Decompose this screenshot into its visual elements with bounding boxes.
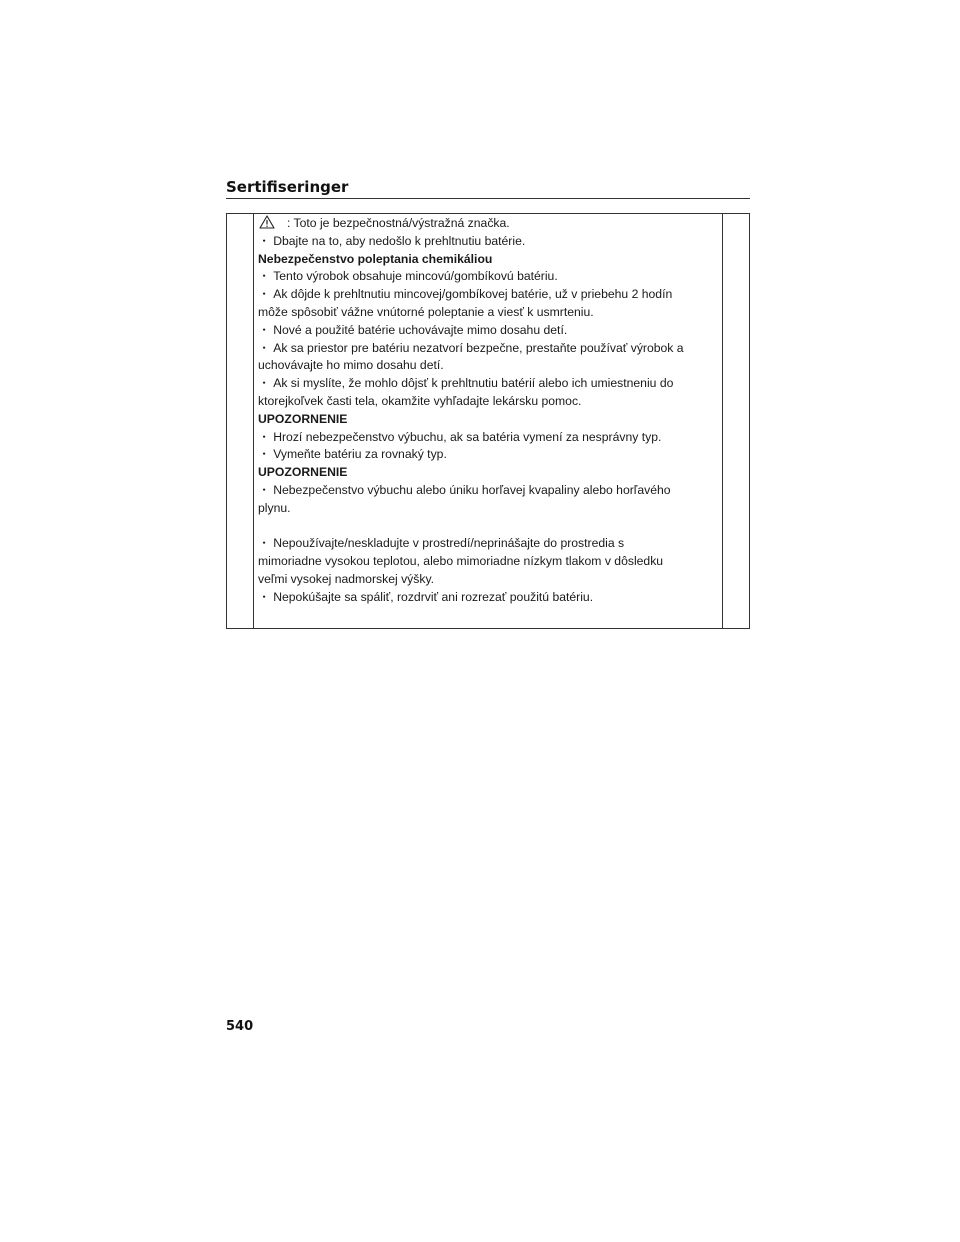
list-item-text: Nové a použité batérie uchovávajte mimo dosahu detí. — [273, 322, 568, 337]
list-item-text: Ak si myslíte, že mohlo dôjsť k prehltnutiu batérií alebo ich umiestneniu do — [273, 376, 674, 391]
list-item-continuation: plynu. — [258, 500, 291, 515]
list-item — [258, 286, 718, 304]
list-item-text: Nepokúšajte sa spáliť, rozdrviť ani rozrezať použitú batériu. — [273, 589, 594, 604]
bullet: ・ — [258, 447, 271, 462]
heading-caution: UPOZORNENIE — [258, 411, 348, 426]
bullet: ・ — [258, 322, 271, 337]
list-item — [258, 268, 718, 286]
list-item-text: Tento výrobok obsahuje mincovú/gombíkovú batériu. — [273, 269, 558, 284]
list-item — [258, 233, 718, 251]
warning-triangle-icon — [259, 215, 275, 229]
bullet: ・ — [258, 287, 271, 302]
paragraph-gap — [258, 518, 718, 536]
bullet: ・ — [258, 233, 271, 248]
list-item-continuation: uchovávajte ho mimo dosahu detí. — [258, 358, 444, 373]
list-item-text: Nepoužívajte/neskladujte v prostredí/neprinášajte do prostredia s — [273, 536, 625, 551]
left-column-divider — [253, 214, 254, 628]
bullet: ・ — [258, 482, 271, 497]
list-item — [258, 340, 718, 358]
page-number: 540 — [226, 1019, 254, 1034]
list-item — [258, 482, 718, 500]
bullet: ・ — [258, 269, 271, 284]
bullet: ・ — [258, 589, 271, 604]
notice-content — [258, 215, 718, 607]
right-column-divider — [722, 214, 723, 628]
list-item-text: Ak dôjde k prehltnutiu mincovej/gombíkovej batérie, už v priebehu 2 hodín — [273, 287, 673, 302]
list-item — [258, 446, 718, 464]
list-item-text: Dbajte na to, aby nedošlo k prehltnutiu batérie. — [273, 233, 526, 248]
bullet: ・ — [258, 376, 271, 391]
list-item-text: Ak sa priestor pre batériu nezatvorí bezpečne, prestaňte používať výrobok a — [273, 340, 684, 355]
list-item-text: Vymeňte batériu za rovnaký typ. — [273, 447, 447, 462]
list-item-continuation: veľmi vysokej nadmorskej výšky. — [258, 571, 435, 586]
bullet: ・ — [258, 340, 271, 355]
list-item-text: Hrozí nebezpečenstvo výbuchu, ak sa batéria vymení za nesprávny typ. — [273, 429, 662, 444]
list-item — [258, 322, 718, 340]
symbol-description: : Toto je bezpečnostná/výstražná značka. — [287, 216, 510, 230]
heading-chemical-burn: Nebezpečenstvo poleptania chemikáliou — [258, 251, 493, 266]
list-item — [258, 589, 718, 607]
list-item-text: Nebezpečenstvo výbuchu alebo úniku horľavej kvapaliny alebo horľavého — [273, 482, 671, 497]
list-item — [258, 375, 718, 393]
list-item-continuation: mimoriadne vysokou teplotou, alebo mimoriadne nízkym tlakom v dôsledku — [258, 554, 664, 569]
list-item — [258, 535, 718, 553]
symbol-line — [258, 215, 718, 233]
bullet: ・ — [258, 536, 271, 551]
list-item-continuation: môže spôsobiť vážne vnútorné poleptanie a viesť k usmrteniu. — [258, 304, 594, 319]
title-divider — [226, 198, 750, 199]
list-item — [258, 429, 718, 447]
heading-caution: UPOZORNENIE — [258, 465, 348, 480]
bullet: ・ — [258, 429, 271, 444]
list-item-continuation: ktorejkoľvek časti tela, okamžite vyhľadajte lekársku pomoc. — [258, 393, 582, 408]
section-title: Sertifiseringer — [226, 178, 349, 196]
